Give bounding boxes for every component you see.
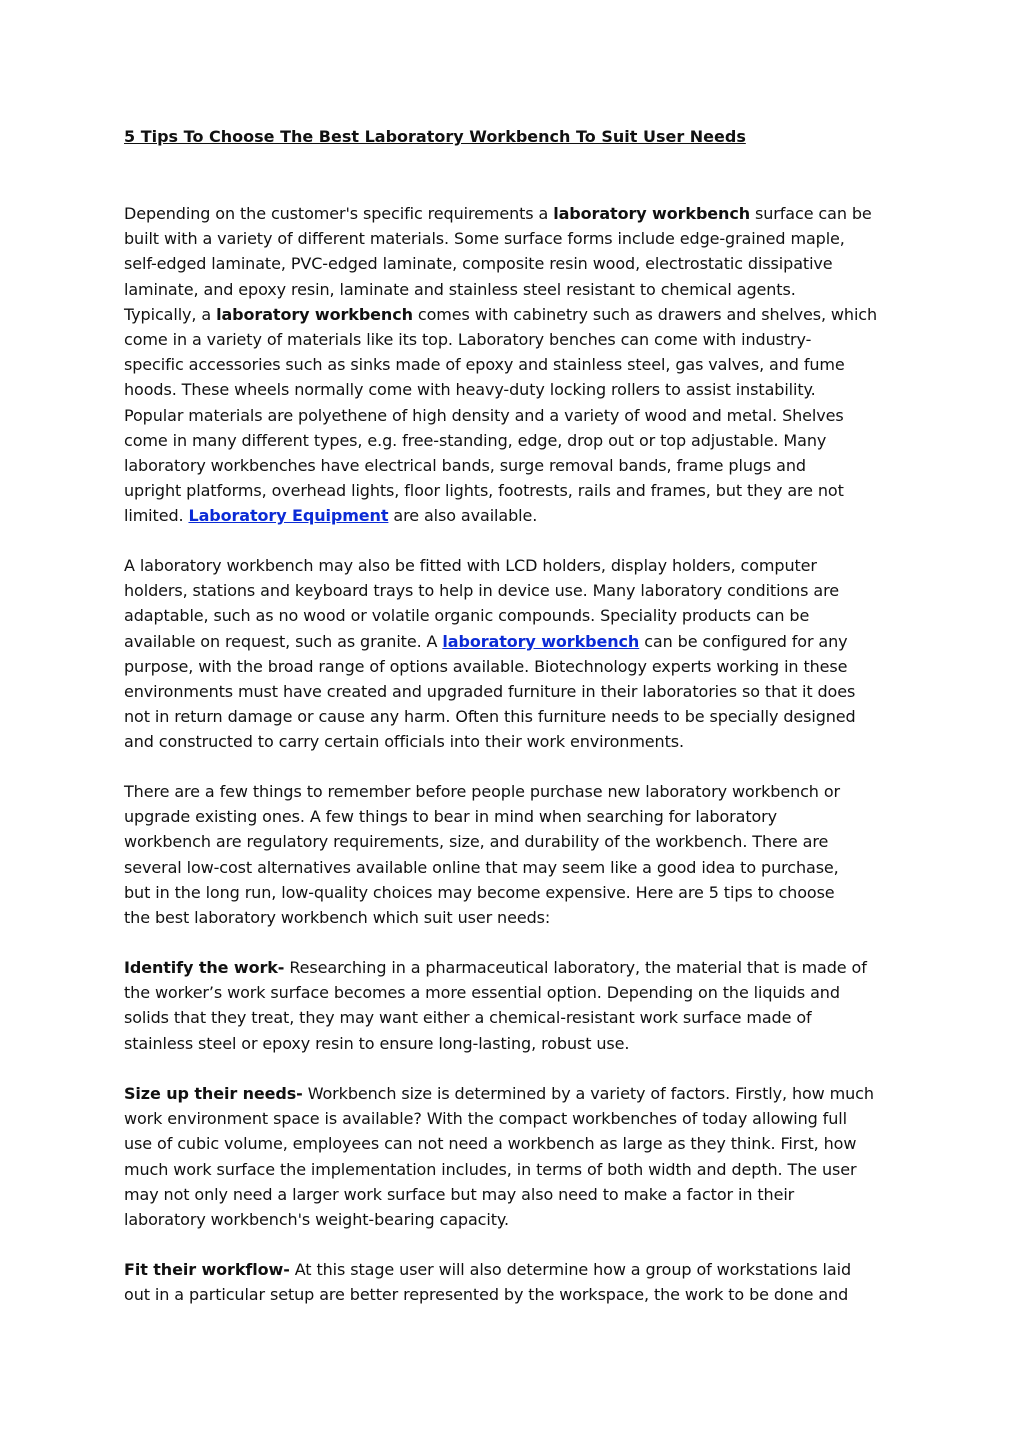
laboratory-workbench-link[interactable]: laboratory workbench [442,631,640,651]
text-line: upgrade existing ones. A few things to bear in mind when searching for laboratory [124,807,778,827]
text-line: environments must have created and upgraded furniture in their laboratories so that it does [124,682,856,702]
text-line: There are a few things to remember before people purchase new laboratory workbench or [124,782,841,801]
text-line: laboratory workbenches have electrical bands, surge removal bands, frame plugs and [124,456,806,476]
text-line [124,1257,914,1282]
text-line: solids that they treat, they may want either a chemical-resistant work surface made of [124,1008,812,1028]
text-line: upright platforms, overhead lights, floor lights, footrests, rails and frames, but they are not [124,481,844,501]
text-span: limited. [124,506,189,526]
document-title: 5 Tips To Choose The Best Laboratory Workbench To Suit User Needs [124,127,746,146]
bold-keyword: laboratory workbench [553,204,751,223]
text-span: Workbench size is determined by a variety of factors. Firstly, how much [302,1084,874,1103]
text-span: can be configured for any [639,631,848,651]
text-span: comes with cabinetry such as drawers and shelves, which [412,304,878,324]
text-span: Depending on the customer's specific requirements a [124,204,554,223]
text-line [124,629,914,654]
text-span: surface can be [750,204,872,223]
text-span: Typically, a [124,304,217,324]
text-line: self-edged laminate, PVC-edged laminate, composite resin wood, electrostatic dissipative [124,254,833,274]
text-line [124,503,914,528]
text-line: laminate, and epoxy resin, laminate and stainless steel resistant to chemical agents. [124,279,796,299]
text-line: several low-cost alternatives available online that may seem like a good idea to purchase, [124,857,839,877]
text-line [124,201,914,226]
text-line: out in a particular setup are better represented by the workspace, the work to be done and [124,1285,849,1305]
text-line: Popular materials are polyethene of high density and a variety of wood and metal. Shelves [124,405,844,425]
text-line: holders, stations and keyboard trays to help in device use. Many laboratory conditions are [124,581,839,601]
fittings-paragraph [124,553,914,755]
text-line: much work surface the implementation includes, in terms of both width and depth. The user [124,1159,857,1179]
text-span: Researching in a pharmaceutical laboratory, the material that is made of [284,958,867,977]
text-line: the worker’s work surface becomes a more essential option. Depending on the liquids and [124,983,840,1003]
tip-identify-work [124,955,914,1056]
text-line: A laboratory workbench may also be fitted with LCD holders, display holders, computer [124,556,817,575]
text-line: built with a variety of different materials. Some surface forms include edge-grained maple, [124,229,845,249]
text-line [124,955,914,980]
text-line: specific accessories such as sinks made of epoxy and stainless steel, gas valves, and fume [124,355,845,375]
text-line: laboratory workbench's weight-bearing capacity. [124,1210,509,1230]
tip-heading: Size up their needs- [124,1084,303,1103]
tip-fit-workflow [124,1257,914,1307]
text-line: come in many different types, e.g. free-standing, edge, drop out or top adjustable. Many [124,430,827,450]
text-line: come in a variety of materials like its top. Laboratory benches can come with industry- [124,330,812,350]
intro-paragraph [124,201,914,529]
text-line: hoods. These wheels normally come with heavy-duty locking rollers to assist instability. [124,380,816,400]
tip-size-up-needs [124,1081,914,1232]
text-line: work environment space is available? With the compact workbenches of today allowing full [124,1109,847,1129]
text-line: but in the long run, low-quality choices may become expensive. Here are 5 tips to choose [124,882,835,902]
text-line: adaptable, such as no wood or volatile organic compounds. Speciality products can be [124,606,810,626]
text-line: use of cubic volume, employees can not need a workbench as large as they think. First, how [124,1134,857,1154]
tip-heading: Fit their workflow- [124,1260,290,1279]
text-line [124,1081,914,1106]
text-line [124,302,914,327]
considerations-paragraph [124,779,914,930]
tip-heading: Identify the work- [124,958,285,977]
text-line: purpose, with the broad range of options available. Biotechnology experts working in these [124,656,848,676]
bold-keyword: laboratory workbench [216,304,413,324]
text-line: and constructed to carry certain officials into their work environments. [124,732,684,752]
text-line: workbench are regulatory requirements, size, and durability of the workbench. There are [124,832,829,852]
text-span: are also available. [388,506,538,526]
text-line: stainless steel or epoxy resin to ensure long-lasting, robust use. [124,1033,630,1053]
text-span: available on request, such as granite. A [124,631,443,651]
text-line: the best laboratory workbench which suit user needs: [124,908,551,928]
laboratory-equipment-link[interactable]: Laboratory Equipment [188,506,389,526]
text-line: not in return damage or cause any harm. Often this furniture needs to be specially designed [124,707,856,727]
text-span: At this stage user will also determine how a group of workstations laid [289,1260,852,1279]
text-line: may not only need a larger work surface but may also need to make a factor in their [124,1184,795,1204]
